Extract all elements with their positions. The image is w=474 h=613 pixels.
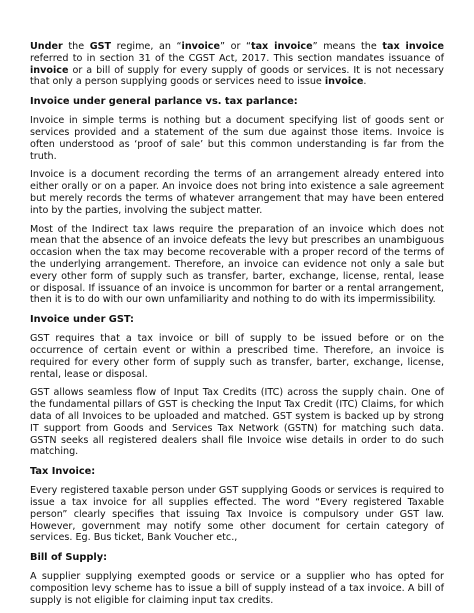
- body-paragraph: Every registered taxable person under GST supplying Goods or services is required to issue a tax invoice for all supplies effected. The word “Every registered Taxable person” clearly specifies that issuing Tax Invoice is compulsory under GST law. However, government may notify some other document for certain category of services. Eg. Bus ticket, Bank Voucher etc.,: [30, 485, 444, 544]
- text-run: the: [62, 41, 90, 52]
- text-run: or a bill of supply for every supply of goods or services. It is not necessary that only a person supplying goods or services need to issue: [30, 64, 444, 88]
- intro-paragraph: [30, 41, 444, 88]
- section-heading: Invoice under GST:: [30, 314, 134, 326]
- bold-term: invoice: [324, 76, 364, 88]
- bold-term: GST: [89, 41, 112, 52]
- body-paragraph: Most of the Indirect tax laws require the preparation of an invoice which does not mean that the absence of an invoice defeats the levy but prescribes an unambiguous occasion when the tax may become recoverable with a proper record of the terms of the underlying arrangement. Therefore, an invoice can evidence not only a sale but every other form of supply such as transfer, barter, exchange, license, rental, lease or disposal. If issuance of an invoice is uncommon for barter or a rental arrangement, then it is to do with our own unfamiliarity and nothing to do with its impermissibility.: [30, 223, 444, 306]
- text-run: regime, an “: [111, 41, 182, 52]
- bold-term: invoice: [181, 41, 220, 52]
- body-paragraph: Invoice is a document recording the terms of an arrangement already entered into either orally or on a paper. An invoice does not bring into existence a sale agreement but merely records the terms of whatever arrangement that may have been entered into by the parties, involving the subject matter.: [30, 169, 444, 216]
- section-heading: Invoice under general parlance vs. tax parlance:: [30, 96, 298, 108]
- section-heading: Tax Invoice:: [30, 466, 96, 478]
- bold-term: tax invoice: [251, 41, 313, 52]
- bold-term: invoice: [30, 64, 69, 76]
- body-paragraph: GST allows seamless flow of Input Tax Credits (ITC) across the supply chain. One of the fundamental pillars of GST is checking the Input Tax Credit (ITC) Claims, for which data of all Invoices to be uploaded and matched. GST system is backed up by strong IT support from Goods and Services Tax Network (GSTN) for matching such data. GSTN seeks all registered dealers shall file Invoice wise details in order to do such matching.: [30, 387, 444, 458]
- bold-term: Under: [30, 41, 63, 52]
- body-paragraph: Invoice in simple terms is nothing but a document specifying list of goods sent or services provided and a statement of the sum due against those items. Invoice is often understood as ‘proof of sale’ but this common understanding is far from the truth.: [30, 115, 444, 162]
- body-paragraph: GST requires that a tax invoice or bill of supply to be issued before or on the occurrence of certain event or within a prescribed time. Therefore, an invoice is required for every other form of supply such as transfer, barter, exchange, license, rental, lease or disposal.: [30, 333, 444, 380]
- text-run: .: [363, 76, 367, 88]
- bold-term: tax invoice: [382, 41, 444, 52]
- text-run: referred to in section 31 of the CGST Act, 2017. This section mandates issuance of: [30, 52, 444, 64]
- section-heading: Bill of Supply:: [30, 552, 108, 564]
- body-paragraph: A supplier supplying exempted goods or service or a supplier who has opted for composition levy scheme has to issue a bill of supply instead of a tax invoice. A bill of supply is not eligible for claiming input tax credits.: [30, 571, 444, 606]
- text-run: ” means the: [312, 41, 383, 52]
- text-run: ” or “: [220, 41, 251, 52]
